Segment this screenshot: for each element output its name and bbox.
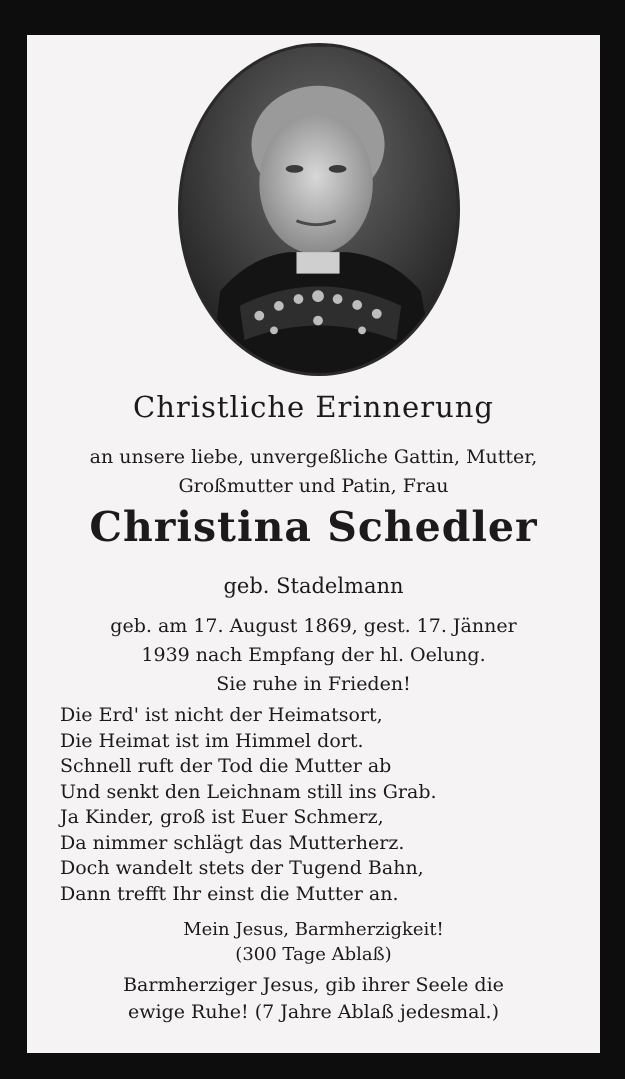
intro-text [27, 443, 600, 501]
portrait-photo [178, 43, 460, 376]
closing-prayer [27, 972, 600, 1026]
memorial-poem [60, 703, 580, 907]
poem-line: Da nimmer schlägt das Mutterherz. [60, 831, 405, 854]
portrait-image [181, 46, 457, 373]
card-heading: Christliche Erinnerung [133, 390, 494, 424]
poem-line: Dann trefft Ihr einst die Mutter an. [60, 882, 399, 905]
poem-line: Die Heimat ist im Himmel dort. [60, 729, 364, 752]
dates-line: geb. am 17. August 1869, gest. 17. Jänner [110, 615, 517, 637]
dates-line: 1939 nach Empfang der hl. Oelung. [141, 644, 486, 666]
prayer-line: Mein Jesus, Barmherzigkeit! [183, 919, 444, 940]
poem-line: Doch wandelt stets der Tugend Bahn, [60, 857, 424, 879]
deceased-name: Christina Schedler [89, 503, 538, 551]
prayer-line: (300 Tage Ablaß) [235, 944, 392, 965]
poem-line: Schnell ruft der Tod die Mutter ab [60, 755, 392, 777]
poem-line: Ja Kinder, groß ist Euer Schmerz, [60, 806, 384, 828]
closing-line: ewige Ruhe! (7 Jahre Ablaß jedesmal.) [127, 1001, 499, 1023]
life-dates [27, 612, 600, 670]
prayer [27, 917, 600, 967]
poem-line: Und senkt den Leichnam still ins Grab. [60, 780, 437, 803]
closing-line: Barmherziger Jesus, gib ihrer Seele die [123, 974, 504, 996]
rest-in-peace: Sie ruhe in Frieden! [216, 673, 411, 695]
poem-line: Die Erd' ist nicht der Heimatsort, [60, 704, 383, 726]
birth-name: geb. Stadelmann [223, 574, 404, 598]
intro-line: Großmutter und Patin, Frau [178, 475, 449, 497]
intro-line: an unsere liebe, unvergeßliche Gattin, Mutter, [89, 446, 538, 468]
